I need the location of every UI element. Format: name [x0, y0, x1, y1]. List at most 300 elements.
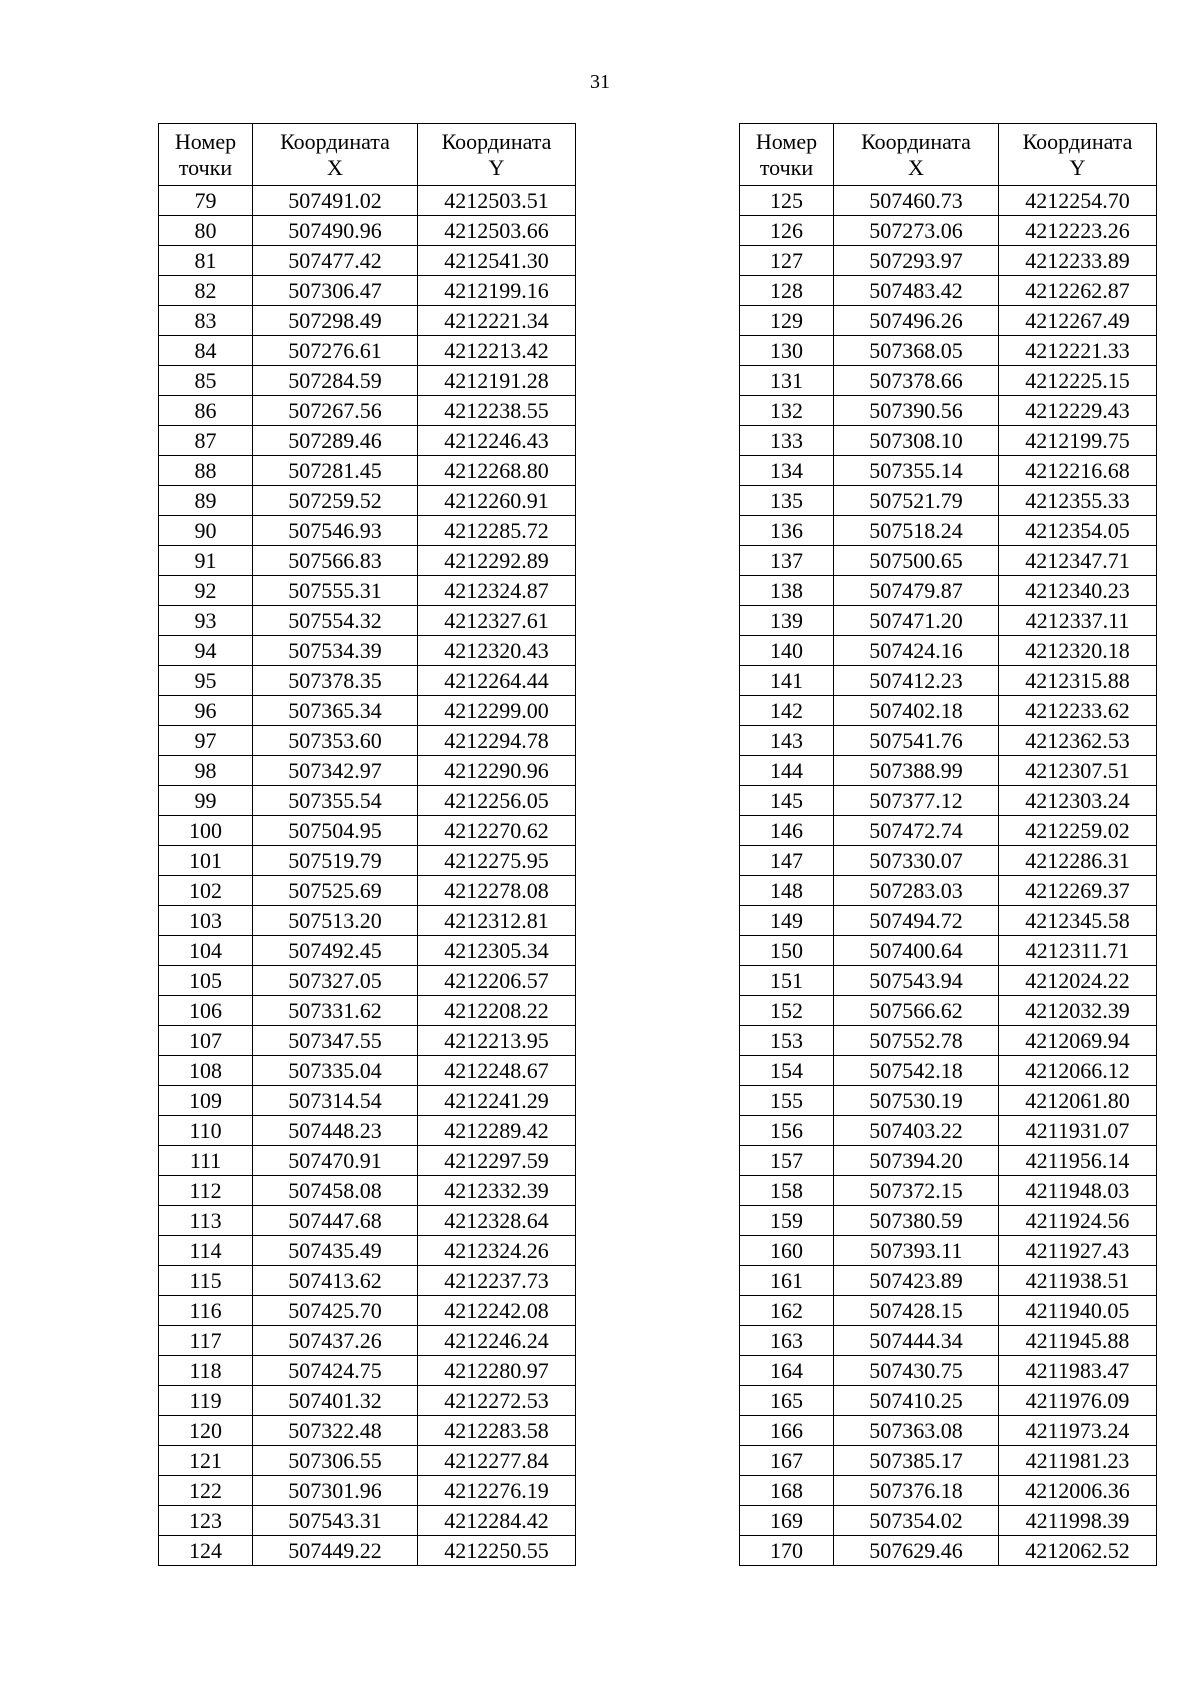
point-number-cell: 127 — [740, 246, 834, 276]
coordinate-x-cell: 507500.65 — [834, 546, 999, 576]
coordinate-y-cell: 4212275.95 — [418, 846, 576, 876]
coordinate-x-cell: 507355.54 — [253, 786, 418, 816]
coordinate-x-cell: 507306.47 — [253, 276, 418, 306]
page-number: 31 — [590, 71, 610, 93]
coordinate-y-cell: 4212541.30 — [418, 246, 576, 276]
coordinate-y-cell: 4212221.33 — [999, 336, 1157, 366]
coordinate-y-cell: 4212006.36 — [999, 1476, 1157, 1506]
table-row — [159, 1416, 576, 1446]
coordinate-y-cell: 4212289.42 — [418, 1116, 576, 1146]
coordinate-y-cell: 4212268.80 — [418, 456, 576, 486]
point-number-cell: 107 — [159, 1026, 253, 1056]
point-number-cell: 121 — [159, 1446, 253, 1476]
coordinate-x-cell: 507513.20 — [253, 906, 418, 936]
coordinate-x-cell: 507566.62 — [834, 996, 999, 1026]
point-number-cell: 151 — [740, 966, 834, 996]
point-number-cell: 147 — [740, 846, 834, 876]
coordinate-y-cell: 4212327.61 — [418, 606, 576, 636]
coordinate-x-cell: 507518.24 — [834, 516, 999, 546]
table-row — [740, 966, 1157, 996]
header-coordinate-y — [418, 124, 576, 186]
table-row — [159, 1026, 576, 1056]
coordinate-y-cell: 4212278.08 — [418, 876, 576, 906]
point-number-cell: 114 — [159, 1236, 253, 1266]
point-number-cell: 100 — [159, 816, 253, 846]
coordinate-x-cell: 507542.18 — [834, 1056, 999, 1086]
coordinate-y-cell: 4212299.00 — [418, 696, 576, 726]
point-number-cell: 169 — [740, 1506, 834, 1536]
point-number-cell: 138 — [740, 576, 834, 606]
coordinate-y-cell: 4212345.58 — [999, 906, 1157, 936]
table-row — [740, 516, 1157, 546]
table-row — [740, 1026, 1157, 1056]
coordinate-y-cell: 4211924.56 — [999, 1206, 1157, 1236]
table-row — [159, 1356, 576, 1386]
table-row — [740, 1056, 1157, 1086]
table-row — [159, 1206, 576, 1236]
table-row — [740, 216, 1157, 246]
coordinate-y-cell: 4212340.23 — [999, 576, 1157, 606]
coordinate-y-cell: 4212213.95 — [418, 1026, 576, 1056]
coordinate-x-cell: 507330.07 — [834, 846, 999, 876]
point-number-cell: 152 — [740, 996, 834, 1026]
point-number-cell: 89 — [159, 486, 253, 516]
point-number-cell: 163 — [740, 1326, 834, 1356]
coordinate-y-cell: 4212206.57 — [418, 966, 576, 996]
coordinate-y-cell: 4212283.58 — [418, 1416, 576, 1446]
coordinate-y-cell: 4212246.24 — [418, 1326, 576, 1356]
coordinate-x-cell: 507377.12 — [834, 786, 999, 816]
table-row — [740, 1236, 1157, 1266]
coordinate-x-cell: 507400.64 — [834, 936, 999, 966]
coordinate-y-cell: 4212320.18 — [999, 636, 1157, 666]
coordinate-y-cell: 4212305.34 — [418, 936, 576, 966]
table-row — [740, 696, 1157, 726]
table-row — [740, 606, 1157, 636]
table-row — [159, 186, 576, 216]
point-number-cell: 132 — [740, 396, 834, 426]
table-body-right — [740, 186, 1157, 1566]
header-point-number — [159, 124, 253, 186]
coordinate-x-cell: 507284.59 — [253, 366, 418, 396]
coordinate-y-cell: 4212216.68 — [999, 456, 1157, 486]
coordinate-y-cell: 4212324.26 — [418, 1236, 576, 1266]
coordinate-y-cell: 4212069.94 — [999, 1026, 1157, 1056]
table-row — [159, 1086, 576, 1116]
header-x-line2: X — [327, 154, 343, 180]
point-number-cell: 140 — [740, 636, 834, 666]
coordinate-x-cell: 507355.14 — [834, 456, 999, 486]
coordinate-x-cell: 507430.75 — [834, 1356, 999, 1386]
coordinate-y-cell: 4212294.78 — [418, 726, 576, 756]
point-number-cell: 113 — [159, 1206, 253, 1236]
point-number-cell: 84 — [159, 336, 253, 366]
coordinate-x-cell: 507494.72 — [834, 906, 999, 936]
coordinate-y-cell: 4212269.37 — [999, 876, 1157, 906]
point-number-cell: 125 — [740, 186, 834, 216]
header-coordinate-y — [999, 124, 1157, 186]
coordinate-x-cell: 507496.26 — [834, 306, 999, 336]
table-row — [159, 1266, 576, 1296]
table-row — [740, 1476, 1157, 1506]
coordinate-y-cell: 4212024.22 — [999, 966, 1157, 996]
coordinate-x-cell: 507424.75 — [253, 1356, 418, 1386]
coordinate-x-cell: 507424.16 — [834, 636, 999, 666]
coordinate-x-cell: 507273.06 — [834, 216, 999, 246]
point-number-cell: 126 — [740, 216, 834, 246]
table-row — [740, 276, 1157, 306]
point-number-cell: 109 — [159, 1086, 253, 1116]
coordinate-x-cell: 507363.08 — [834, 1416, 999, 1446]
coordinate-y-cell: 4212242.08 — [418, 1296, 576, 1326]
header-point-line2: точки — [759, 154, 814, 180]
coordinate-x-cell: 507413.62 — [253, 1266, 418, 1296]
point-number-cell: 155 — [740, 1086, 834, 1116]
coordinate-y-cell: 4212272.53 — [418, 1386, 576, 1416]
table-row — [159, 1386, 576, 1416]
coordinate-x-cell: 507289.46 — [253, 426, 418, 456]
coordinate-x-cell: 507435.49 — [253, 1236, 418, 1266]
header-x-line1: Координата — [280, 128, 390, 154]
table-row — [159, 816, 576, 846]
coordinate-y-cell: 4212311.71 — [999, 936, 1157, 966]
point-number-cell: 167 — [740, 1446, 834, 1476]
coordinate-x-cell: 507504.95 — [253, 816, 418, 846]
point-number-cell: 170 — [740, 1536, 834, 1566]
table-row — [740, 1206, 1157, 1236]
table-row — [159, 366, 576, 396]
coordinate-x-cell: 507492.45 — [253, 936, 418, 966]
table-row — [159, 636, 576, 666]
point-number-cell: 133 — [740, 426, 834, 456]
table-row — [159, 516, 576, 546]
table-row — [740, 546, 1157, 576]
coordinate-y-cell: 4212223.26 — [999, 216, 1157, 246]
coordinate-x-cell: 507472.74 — [834, 816, 999, 846]
coordinate-y-cell: 4212238.55 — [418, 396, 576, 426]
point-number-cell: 106 — [159, 996, 253, 1026]
coordinate-x-cell: 507543.94 — [834, 966, 999, 996]
point-number-cell: 119 — [159, 1386, 253, 1416]
coordinate-x-cell: 507293.97 — [834, 246, 999, 276]
coordinate-y-cell: 4211983.47 — [999, 1356, 1157, 1386]
coordinate-y-cell: 4212297.59 — [418, 1146, 576, 1176]
coordinate-x-cell: 507276.61 — [253, 336, 418, 366]
coordinate-x-cell: 507306.55 — [253, 1446, 418, 1476]
coordinate-y-cell: 4212277.84 — [418, 1446, 576, 1476]
coordinate-y-cell: 4211931.07 — [999, 1116, 1157, 1146]
coordinate-y-cell: 4212199.75 — [999, 426, 1157, 456]
point-number-cell: 154 — [740, 1056, 834, 1086]
coordinate-y-cell: 4211956.14 — [999, 1146, 1157, 1176]
coordinate-x-cell: 507394.20 — [834, 1146, 999, 1176]
header-y-line1: Координата — [1022, 128, 1133, 154]
table-body-left — [159, 186, 576, 1566]
coordinate-x-cell: 507401.32 — [253, 1386, 418, 1416]
point-number-cell: 101 — [159, 846, 253, 876]
point-number-cell: 80 — [159, 216, 253, 246]
coordinate-x-cell: 507314.54 — [253, 1086, 418, 1116]
coordinate-y-cell: 4212262.87 — [999, 276, 1157, 306]
header-point-number — [740, 124, 834, 186]
coordinate-y-cell: 4211981.23 — [999, 1446, 1157, 1476]
coordinate-x-cell: 507555.31 — [253, 576, 418, 606]
table-row — [159, 396, 576, 426]
coordinate-x-cell: 507534.39 — [253, 636, 418, 666]
coordinate-x-cell: 507552.78 — [834, 1026, 999, 1056]
coordinate-y-cell: 4212328.64 — [418, 1206, 576, 1236]
coordinate-x-cell: 507385.17 — [834, 1446, 999, 1476]
coordinate-x-cell: 507410.25 — [834, 1386, 999, 1416]
coordinates-table-right — [739, 123, 1157, 1566]
table-row — [740, 636, 1157, 666]
point-number-cell: 168 — [740, 1476, 834, 1506]
point-number-cell: 153 — [740, 1026, 834, 1056]
point-number-cell: 108 — [159, 1056, 253, 1086]
coordinate-y-cell: 4212355.33 — [999, 486, 1157, 516]
coordinate-x-cell: 507267.56 — [253, 396, 418, 426]
coordinate-y-cell: 4212246.43 — [418, 426, 576, 456]
table-row — [159, 1476, 576, 1506]
coordinate-y-cell: 4211976.09 — [999, 1386, 1157, 1416]
coordinate-y-cell: 4212229.43 — [999, 396, 1157, 426]
coordinate-y-cell: 4211940.05 — [999, 1296, 1157, 1326]
coordinate-x-cell: 507437.26 — [253, 1326, 418, 1356]
coordinate-x-cell: 507283.03 — [834, 876, 999, 906]
header-x-line2: X — [908, 154, 924, 180]
table-row — [159, 1176, 576, 1206]
coordinate-x-cell: 507378.66 — [834, 366, 999, 396]
point-number-cell: 110 — [159, 1116, 253, 1146]
point-number-cell: 129 — [740, 306, 834, 336]
table-row — [159, 426, 576, 456]
coordinate-x-cell: 507546.93 — [253, 516, 418, 546]
point-number-cell: 105 — [159, 966, 253, 996]
coordinate-x-cell: 507388.99 — [834, 756, 999, 786]
point-number-cell: 141 — [740, 666, 834, 696]
point-number-cell: 130 — [740, 336, 834, 366]
point-number-cell: 83 — [159, 306, 253, 336]
point-number-cell: 139 — [740, 606, 834, 636]
header-coordinate-x — [253, 124, 418, 186]
coordinate-y-cell: 4212362.53 — [999, 726, 1157, 756]
table-row — [740, 1386, 1157, 1416]
coordinate-y-cell: 4212191.28 — [418, 366, 576, 396]
point-number-cell: 122 — [159, 1476, 253, 1506]
coordinate-y-cell: 4212264.44 — [418, 666, 576, 696]
point-number-cell: 90 — [159, 516, 253, 546]
table-row — [159, 696, 576, 726]
coordinate-x-cell: 507376.18 — [834, 1476, 999, 1506]
table-row — [740, 336, 1157, 366]
table-row — [740, 186, 1157, 216]
coordinate-x-cell: 507566.83 — [253, 546, 418, 576]
coordinate-x-cell: 507322.48 — [253, 1416, 418, 1446]
point-number-cell: 99 — [159, 786, 253, 816]
table-row — [159, 966, 576, 996]
point-number-cell: 112 — [159, 1176, 253, 1206]
point-number-cell: 143 — [740, 726, 834, 756]
coordinate-x-cell: 507365.34 — [253, 696, 418, 726]
point-number-cell: 96 — [159, 696, 253, 726]
point-number-cell: 117 — [159, 1326, 253, 1356]
point-number-cell: 93 — [159, 606, 253, 636]
table-row — [159, 1056, 576, 1086]
coordinate-y-cell: 4211938.51 — [999, 1266, 1157, 1296]
coordinate-x-cell: 507378.35 — [253, 666, 418, 696]
coordinate-y-cell: 4212221.34 — [418, 306, 576, 336]
table-row — [159, 996, 576, 1026]
table-row — [159, 1296, 576, 1326]
table-row — [159, 1236, 576, 1266]
point-number-cell: 135 — [740, 486, 834, 516]
point-number-cell: 158 — [740, 1176, 834, 1206]
coordinate-y-cell: 4212061.80 — [999, 1086, 1157, 1116]
coordinate-x-cell: 507477.42 — [253, 246, 418, 276]
coordinate-y-cell: 4212237.73 — [418, 1266, 576, 1296]
header-point-line2: точки — [178, 154, 233, 180]
coordinate-y-cell: 4212332.39 — [418, 1176, 576, 1206]
table-row — [159, 756, 576, 786]
coordinate-x-cell: 507543.31 — [253, 1506, 418, 1536]
coordinate-y-cell: 4212208.22 — [418, 996, 576, 1026]
header-y-line1: Координата — [441, 128, 552, 154]
header-y-line2: Y — [1069, 154, 1086, 180]
point-number-cell: 81 — [159, 246, 253, 276]
point-number-cell: 131 — [740, 366, 834, 396]
coordinate-y-cell: 4212259.02 — [999, 816, 1157, 846]
table-row — [159, 546, 576, 576]
point-number-cell: 120 — [159, 1416, 253, 1446]
point-number-cell: 159 — [740, 1206, 834, 1236]
table-row — [740, 1506, 1157, 1536]
coordinate-x-cell: 507281.45 — [253, 456, 418, 486]
table-row — [740, 816, 1157, 846]
table-row — [740, 846, 1157, 876]
point-number-cell: 82 — [159, 276, 253, 306]
coordinate-x-cell: 507298.49 — [253, 306, 418, 336]
coordinate-y-cell: 4211927.43 — [999, 1236, 1157, 1266]
point-number-cell: 146 — [740, 816, 834, 846]
header-coordinate-x — [834, 124, 999, 186]
coordinate-y-cell: 4212233.62 — [999, 696, 1157, 726]
coordinate-x-cell: 507448.23 — [253, 1116, 418, 1146]
coordinate-y-cell: 4212337.11 — [999, 606, 1157, 636]
table-row — [159, 786, 576, 816]
point-number-cell: 95 — [159, 666, 253, 696]
header-point-line1: Номер — [174, 128, 237, 154]
coordinate-x-cell: 507444.34 — [834, 1326, 999, 1356]
table-row — [740, 456, 1157, 486]
coordinate-x-cell: 507470.91 — [253, 1146, 418, 1176]
table-row — [740, 1296, 1157, 1326]
coordinate-x-cell: 507541.76 — [834, 726, 999, 756]
coordinate-y-cell: 4212312.81 — [418, 906, 576, 936]
coordinate-x-cell: 507402.18 — [834, 696, 999, 726]
point-number-cell: 123 — [159, 1506, 253, 1536]
coordinate-y-cell: 4212285.72 — [418, 516, 576, 546]
coordinate-y-cell: 4212276.19 — [418, 1476, 576, 1506]
coordinate-x-cell: 507308.10 — [834, 426, 999, 456]
coordinate-y-cell: 4212233.89 — [999, 246, 1157, 276]
coordinate-x-cell: 507403.22 — [834, 1116, 999, 1146]
table-row — [159, 276, 576, 306]
table-header-row — [159, 124, 576, 186]
header-x-line1: Координата — [861, 128, 971, 154]
point-number-cell: 144 — [740, 756, 834, 786]
coordinate-y-cell: 4212320.43 — [418, 636, 576, 666]
coordinate-y-cell: 4211945.88 — [999, 1326, 1157, 1356]
table-row — [159, 876, 576, 906]
point-number-cell: 165 — [740, 1386, 834, 1416]
coordinate-x-cell: 507423.89 — [834, 1266, 999, 1296]
coordinate-y-cell: 4212062.52 — [999, 1536, 1157, 1566]
coordinate-y-cell: 4212241.29 — [418, 1086, 576, 1116]
coordinate-y-cell: 4212270.62 — [418, 816, 576, 846]
table-row — [159, 1536, 576, 1566]
coordinate-y-cell: 4211998.39 — [999, 1506, 1157, 1536]
table-row — [740, 906, 1157, 936]
point-number-cell: 136 — [740, 516, 834, 546]
table-row — [740, 1326, 1157, 1356]
coordinate-x-cell: 507368.05 — [834, 336, 999, 366]
coordinate-x-cell: 507301.96 — [253, 1476, 418, 1506]
coordinate-y-cell: 4212260.91 — [418, 486, 576, 516]
coordinate-x-cell: 507483.42 — [834, 276, 999, 306]
coordinate-y-cell: 4212199.16 — [418, 276, 576, 306]
coordinate-y-cell: 4212225.15 — [999, 366, 1157, 396]
coordinate-x-cell: 507460.73 — [834, 186, 999, 216]
coordinate-x-cell: 507447.68 — [253, 1206, 418, 1236]
point-number-cell: 145 — [740, 786, 834, 816]
table-row — [159, 1146, 576, 1176]
point-number-cell: 157 — [740, 1146, 834, 1176]
table-row — [740, 1416, 1157, 1446]
table-row — [159, 1506, 576, 1536]
point-number-cell: 88 — [159, 456, 253, 486]
coordinate-y-cell: 4212303.24 — [999, 786, 1157, 816]
coordinate-x-cell: 507521.79 — [834, 486, 999, 516]
point-number-cell: 97 — [159, 726, 253, 756]
coordinate-y-cell: 4212256.05 — [418, 786, 576, 816]
point-number-cell: 115 — [159, 1266, 253, 1296]
coordinate-x-cell: 507412.23 — [834, 666, 999, 696]
coordinate-x-cell: 507331.62 — [253, 996, 418, 1026]
coordinate-y-cell: 4212032.39 — [999, 996, 1157, 1026]
coordinate-y-cell: 4212284.42 — [418, 1506, 576, 1536]
table-row — [740, 1446, 1157, 1476]
table-row — [159, 336, 576, 366]
point-number-cell: 134 — [740, 456, 834, 486]
coordinate-x-cell: 507347.55 — [253, 1026, 418, 1056]
coordinate-y-cell: 4212324.87 — [418, 576, 576, 606]
table-row — [159, 936, 576, 966]
coordinate-x-cell: 507629.46 — [834, 1536, 999, 1566]
table-row — [159, 1446, 576, 1476]
point-number-cell: 137 — [740, 546, 834, 576]
table-row — [740, 576, 1157, 606]
table-row — [740, 306, 1157, 336]
coordinate-x-cell: 507335.04 — [253, 1056, 418, 1086]
coordinate-x-cell: 507458.08 — [253, 1176, 418, 1206]
point-number-cell: 92 — [159, 576, 253, 606]
point-number-cell: 148 — [740, 876, 834, 906]
point-number-cell: 160 — [740, 1236, 834, 1266]
coordinate-y-cell: 4212066.12 — [999, 1056, 1157, 1086]
table-row — [159, 216, 576, 246]
point-number-cell: 161 — [740, 1266, 834, 1296]
coordinate-y-cell: 4212503.51 — [418, 186, 576, 216]
